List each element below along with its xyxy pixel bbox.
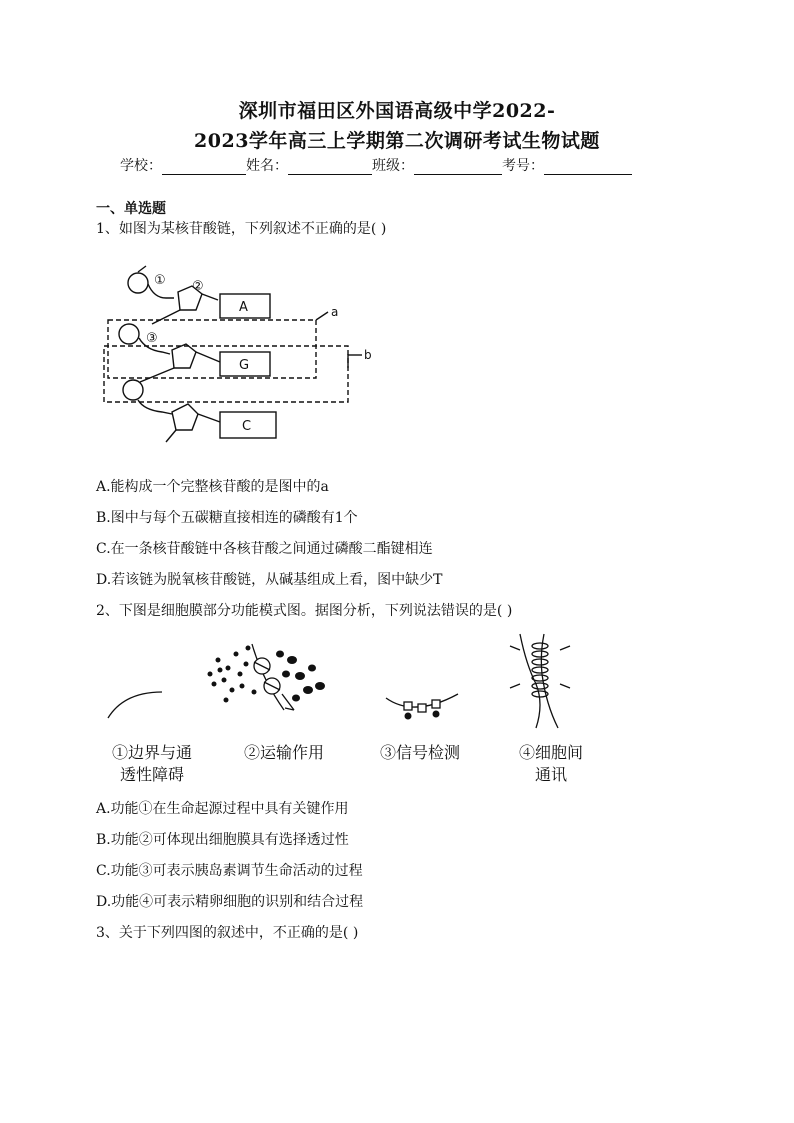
name-label: 姓名： — [246, 158, 288, 174]
base-label-a: A — [239, 300, 248, 315]
caption-boundary — [100, 742, 204, 786]
caption-transport-line1: ②运输作用 — [243, 743, 324, 762]
nucleotide-chain-figure — [96, 258, 396, 458]
caption-transport — [232, 742, 336, 764]
caption-signal-line1: ③信号检测 — [379, 743, 460, 762]
question-1-stem: 1、如图为某核苷酸链，下列叙述不正确的是( ) — [96, 221, 387, 237]
membrane-function-figure — [96, 624, 616, 742]
box-label-b: b — [364, 348, 372, 362]
caption-communication-line1: ④细胞间 — [518, 743, 583, 762]
school-label: 学校： — [120, 158, 162, 174]
dashed-box-a — [108, 320, 316, 378]
caption-signal — [368, 742, 472, 764]
q1-option-b[interactable]: B.图中与每个五碳糖直接相连的磷酸有1个 — [96, 510, 358, 526]
paper-title-line1: 深圳市福田区外国语高级中学2022- — [238, 100, 556, 122]
boundary-arc — [108, 692, 162, 718]
caption-communication-line2: 通讯 — [534, 765, 567, 784]
exam-no-label: 考号： — [502, 158, 544, 174]
caption-boundary-line2: 透性障碍 — [119, 765, 184, 784]
class-label: 班级： — [372, 158, 414, 174]
question-2-stem: 2、下图是细胞膜部分功能模式图。据图分析，下列说法错误的是( ) — [96, 603, 513, 619]
class-blank[interactable] — [414, 160, 502, 175]
base-label-c: C — [242, 419, 252, 434]
box-label-a: a — [331, 305, 339, 319]
caption-communication — [508, 742, 594, 786]
student-info-line — [120, 155, 632, 175]
q2-option-b[interactable]: B.功能②可体现出细胞膜具有选择透过性 — [96, 832, 349, 848]
label-2: ② — [192, 279, 204, 294]
school-blank[interactable] — [162, 160, 246, 175]
q1-option-d[interactable]: D.若该链为脱氧核苷酸链，从碱基组成上看，图中缺少T — [96, 572, 443, 588]
paper-title-line2: 2023学年高三上学期第二次调研考试生物试题 — [194, 130, 600, 152]
name-blank[interactable] — [288, 160, 372, 175]
exam-no-blank[interactable] — [544, 160, 632, 175]
q1-option-a[interactable]: A.能构成一个完整核苷酸的是图中的a — [96, 479, 329, 495]
q2-option-a[interactable]: A.功能①在生命起源过程中具有关键作用 — [96, 801, 349, 817]
label-3: ③ — [146, 331, 158, 346]
question-3-stem: 3、关于下列四图的叙述中，不正确的是( ) — [96, 925, 359, 941]
q1-option-c[interactable]: C.在一条核苷酸链中各核苷酸之间通过磷酸二酯键相连 — [96, 541, 433, 557]
label-1: ① — [154, 273, 166, 288]
q2-option-c[interactable]: C.功能③可表示胰岛素调节生命活动的过程 — [96, 863, 363, 879]
caption-boundary-line1: ①边界与通 — [111, 743, 192, 762]
section-title: 一、单选题 — [96, 201, 166, 217]
base-label-g: G — [239, 358, 250, 373]
q2-option-d[interactable]: D.功能④可表示精卵细胞的识别和结合过程 — [96, 894, 364, 910]
